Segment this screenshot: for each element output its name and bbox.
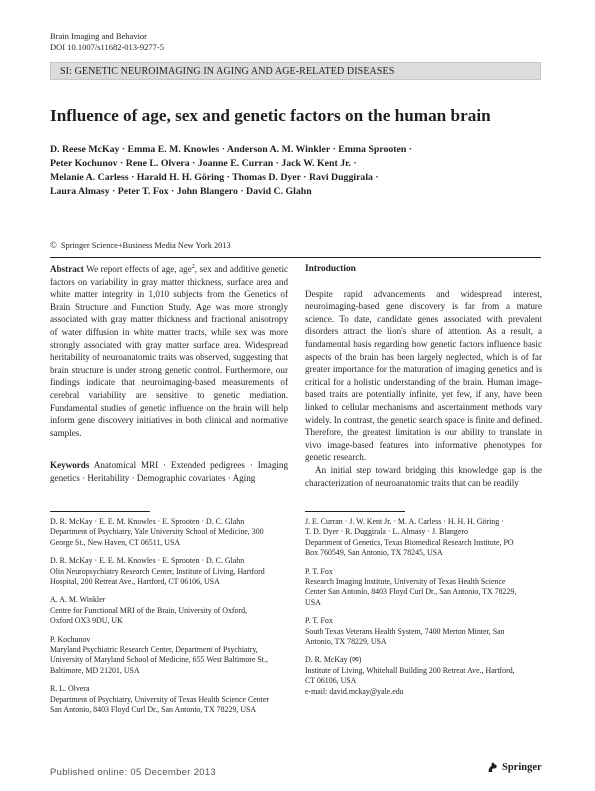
affiliation-line: J. E. Curran · J. W. Kent Jr. · M. A. Carless · H. H. H. Göring ·: [305, 517, 504, 526]
introduction-column: [305, 263, 542, 489]
special-issue-label: SI: GENETIC NEUROIMAGING IN AGING AND AGE-RELATED DISEASES: [60, 66, 395, 77]
affiliation-line: P. T. Fox: [305, 616, 333, 626]
keywords-label: Keywords: [50, 460, 90, 471]
author-line: Laura Almasy · Peter T. Fox · John Blangero · David C. Glahn: [50, 186, 312, 197]
affiliation-block: [50, 684, 282, 715]
journal-header: [50, 31, 164, 53]
affiliation-line: Antonio, TX 78229, USA: [305, 637, 387, 647]
author-line: Melanie A. Carless · Harald H. H. Göring · Thomas D. Dyer · Ravi Duggirala ·: [50, 172, 379, 183]
affiliation-line: Department of Psychiatry, University of Texas Health Science Center: [50, 694, 270, 704]
publisher-logo: [486, 761, 542, 774]
affiliation-block: [305, 567, 542, 609]
springer-horse-icon: [486, 761, 499, 774]
affiliation-line: South Texas Veterans Health System, 7400 Merton Minter, San: [305, 626, 505, 636]
affiliation-line: Institute of Living, Whitehall Building 200 Retreat Ave., Hartford,: [305, 665, 515, 675]
affiliation-line: D. R. McKay (✉): [305, 655, 362, 665]
copyright-text: Springer Science+Business Media New York 2013: [60, 240, 231, 250]
affiliation-line: Oxford OX3 9DU, UK: [50, 616, 123, 626]
affiliation-block: [50, 635, 282, 677]
copyright-icon: ©: [50, 240, 57, 250]
affiliation-line: e-mail: david.mckay@yale.edu: [305, 686, 404, 696]
article-title: Influence of age, sex and genetic factors on the human brain: [50, 106, 491, 125]
affiliation-line: Hospital, 200 Retreat Ave., Hartford, CT 06106, USA: [50, 577, 220, 587]
affiliation-line: Maryland Psychiatric Research Center, Department of Psychiatry,: [50, 645, 258, 655]
affiliations-right: [305, 517, 542, 705]
affiliation-rule-left: [50, 511, 150, 512]
affiliation-line: P. T. Fox: [305, 566, 333, 576]
abstract-top-rule: [50, 257, 541, 258]
affiliation-block: [305, 655, 542, 697]
author-line: Peter Kochunov · Rene L. Olvera · Joanne E. Curran · Jack W. Kent Jr. ·: [50, 158, 357, 169]
affiliation-line: George St., New Haven, CT 06511, USA: [50, 537, 181, 547]
affiliation-line: T. D. Dyer · R. Duggirala · L. Almasy · J. Blangero: [305, 527, 468, 537]
abstract-superscript: 2: [191, 263, 195, 270]
keywords-text: Anatomical MRI · Extended pedigrees · Imaging genetics · Heritability · Demographic covariates · Aging: [50, 460, 288, 483]
affiliation-line: Baltimore, MD 21201, USA: [50, 665, 140, 675]
affiliation-line: Department of Psychiatry, Yale University School of Medicine, 300: [50, 527, 264, 537]
journal-doi: DOI 10.1007/s11682-013-9277-5: [50, 42, 164, 52]
affiliation-block: [50, 556, 282, 587]
introduction-heading: Introduction: [305, 264, 356, 274]
affiliation-line: D. R. McKay · E. E. M. Knowles · E. Sprooten · D. C. Glahn: [50, 517, 245, 526]
affiliation-block: [305, 517, 542, 559]
abstract-paragraph: [50, 263, 288, 439]
publisher-name: Springer: [502, 762, 542, 773]
affiliation-line: University of Maryland School of Medicine, 655 West Baltimore St.,: [50, 655, 268, 665]
affiliation-block: [50, 517, 282, 548]
affiliations-left: [50, 517, 282, 724]
affiliation-line: CT 06106, USA: [305, 676, 357, 686]
journal-name: Brain Imaging and Behavior: [50, 31, 148, 41]
abstract-column: [50, 263, 288, 485]
introduction-paragraph-2: An initial step toward bridging this knowledge gap is the characterization of neuroanatomic traits that can be readily: [305, 464, 542, 488]
special-issue-banner: [50, 62, 541, 80]
author-line: D. Reese McKay · Emma E. M. Knowles · Anderson A. M. Winkler · Emma Sprooten ·: [50, 144, 413, 155]
abstract-label: Abstract: [50, 264, 84, 274]
published-online: Published online: 05 December 2013: [50, 767, 216, 778]
affiliation-line: Research Imaging Institute, University of Texas Health Science: [305, 577, 506, 587]
affiliation-line: A. A. M. Winkler: [50, 595, 106, 605]
abstract-text-start: We report effects of age, age: [86, 264, 192, 274]
introduction-paragraph-1: Despite rapid advancements and widespread interest, neuroimaging-based gene discovery is far from a mature science. To date, candidate genes associated with prevalent disorders attract the lion's share of attention. As a result, a fundamental basis regarding how genetic factors influence basic aspects of the brain has been largely neglected, which is of far greater importance for the maturation of imaging genetics and is critical for a holistic understanding of the brain. Human image-based traits are potentially infinite, yet few, if any, have been linked to cellular mechanisms and ascertainment methods vary widely. In contrast, the genetic search space is finite and defined. Therefore, the greatest limitation is our ability to translate in vivo image-based features into informative phenotypes for genetic research.: [305, 288, 542, 463]
affiliation-block: [305, 616, 542, 647]
affiliation-block: [50, 595, 282, 626]
affiliation-line: R. L. Olvera: [50, 684, 90, 694]
affiliation-rule-right: [305, 511, 405, 512]
affiliation-line: P. Kochunov: [50, 634, 91, 644]
affiliation-line: Box 760549, San Antonio, TX 78245, USA: [305, 548, 443, 558]
keywords-paragraph: [50, 459, 288, 484]
author-list: [50, 143, 470, 199]
affiliation-line: Olin Neuropsychiatry Research Center, Institute of Living, Hartford: [50, 566, 265, 576]
abstract-text: , sex and additive genetic factors on variability in gray matter thickness, surface area and white matter integrity in 1,010 subjects from the Genetics of Brain Structure and Function Study. Age was more strongly associated with gray matter thickness and fractional anisotropy of water diffusion in white matter tracts, while sex was more strongly associated with gray matter surface area. Widespread heritability of neuroanatomic traits was observed, suggesting that brain structure is under strong genetic control. Furthermore, our findings indicate that neuroimaging-based measurements of cerebral variability are sensitive to genetic mediation. Fundamental studies of genetic influence on the brain will help inform gene discovery initiatives in both clinical and normative samples.: [50, 264, 289, 438]
copyright-line: [50, 240, 231, 250]
affiliation-line: Centre for Functional MRI of the Brain, University of Oxford,: [50, 605, 248, 615]
affiliation-line: USA: [305, 597, 321, 607]
affiliation-line: San Antonio, 8403 Floyd Curl Dr., San Antonio, TX 78229, USA: [50, 705, 257, 715]
affiliation-line: Department of Genetics, Texas Biomedical Research Institute, PO: [305, 537, 514, 547]
affiliation-line: D. R. McKay · E. E. M. Knowles · E. Sprooten · D. C. Glahn: [50, 556, 245, 566]
affiliation-line: Center San Antonio, 8403 Floyd Curl Dr., San Antonio, TX 78229,: [305, 587, 517, 597]
